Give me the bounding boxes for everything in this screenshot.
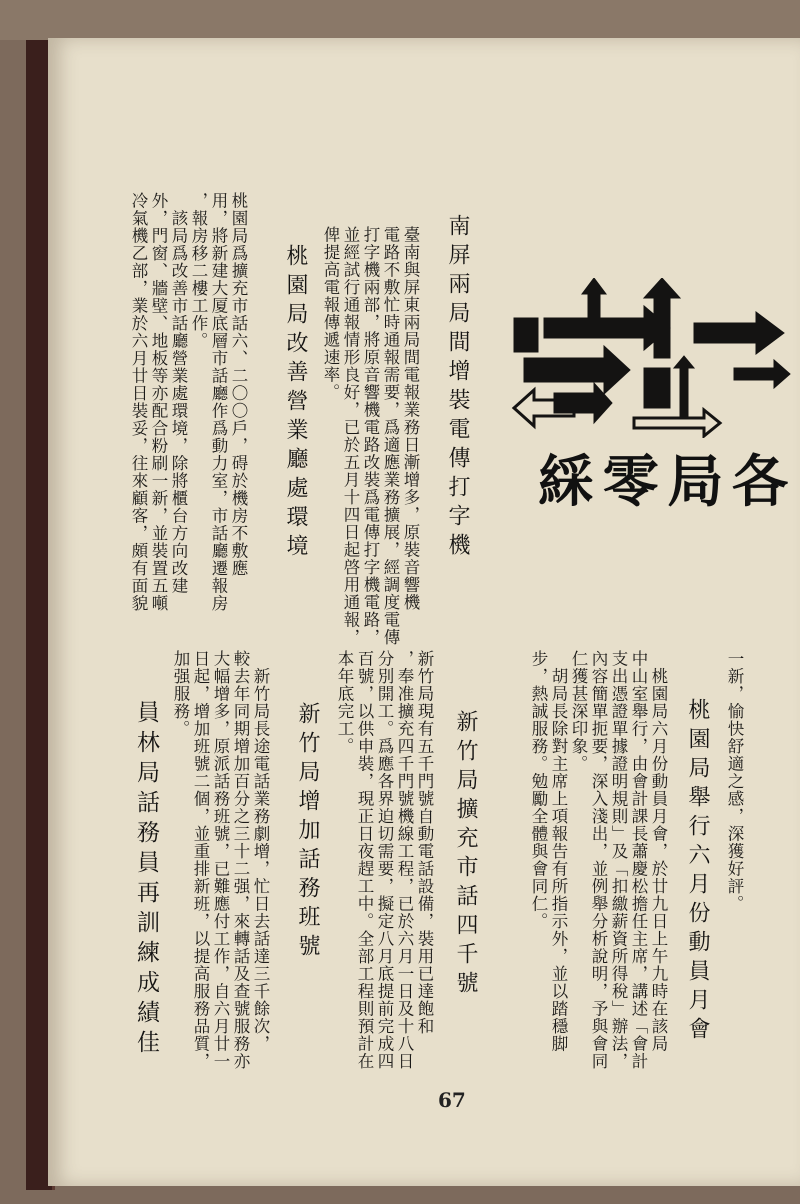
article-body: 新竹局現有五千門號自動電話設備，裝用已達飽和 ，奉准擴充四千門號機線工程，已於六月一日及十八日 分別開工。爲應各界迫切需要，擬定八月底提前完成四 百號，以供申裝，現正日夜趕工中。全部工程則預計在 本年底完工。 bbox=[335, 650, 434, 1070]
section-title-char: 綵 bbox=[538, 449, 594, 515]
article-body: 臺南與屏東兩局間電報業務日漸增多，原裝音響機 電路不敷忙時通報需要，爲適應業務擴展，經調度電傳 打字機兩部，將原音響機電路改裝爲電傳打字機電路， 並經試行通報情形良好，已於五月十四日起啓用通報， 俾提高電報傳遞速率。 bbox=[321, 226, 420, 646]
article-title: 南屏兩局間增裝電傳打字機 bbox=[445, 214, 470, 562]
article-title: 員林局話務員再訓練成績佳 bbox=[133, 700, 159, 1060]
background bbox=[0, 0, 800, 40]
section-title-char: 各 bbox=[731, 449, 788, 515]
book-page bbox=[48, 38, 800, 1186]
article-title: 桃園局改善營業廳處環境 bbox=[283, 244, 308, 563]
page-number: 67 bbox=[438, 1088, 466, 1112]
article-title: 新竹局增加話務班號 bbox=[295, 702, 320, 963]
article-continuation: 一新，愉快舒適之感，深獲好評。 bbox=[725, 650, 744, 913]
section-title-char: 局 bbox=[667, 449, 724, 515]
section-title-char: 零 bbox=[602, 449, 659, 515]
article-title: 桃園局舉行六月份動員月會 bbox=[685, 698, 710, 1046]
section-title bbox=[538, 446, 788, 518]
article-title: 新竹局擴充市話四千號 bbox=[453, 710, 478, 1000]
article-body: 桃園局爲擴充市話六、二〇〇戶，碍於機房不敷應 用，將新建大厦底層市話廳作爲動力室，市話廳遷報房 ，報房移二樓工作。 該局爲改善市話廳營業處環境，除將櫃台方向改建 外，門窗、牆壁、地板等亦配合粉刷一新，並裝置五噸 冷氣機乙部，業於六月廿日裝妥，往來顧客，頗有面貌 bbox=[129, 192, 248, 612]
article-body: 桃園局六月份動員月會，於廿九日上午九時在該局 中山室舉行，由會計課長蕭慶松擔任主席，講述「會計 支出憑證單據證明規則」及「扣繳薪資所得稅」辦法， 內容簡單扼要，深入淺出，並例舉分析說明，予與會同 仁獲甚深印象。 胡局長除對主席上項報告有所指示外，並以踏穩脚 步，熱誠服務。勉勵全體與會同仁。 bbox=[529, 650, 668, 1070]
arrows-logo-icon bbox=[494, 278, 794, 438]
article-body: 新竹局長途電話業務劇增，忙日去話達三千餘次， 較去年同期增加百分之三十二强，來轉話及查號服務亦 大幅增多，原派話務班號，已難應付工作，自六月廿一 日起，增加班號二個，並重排新班，以提高服務品質， 加强服務。 bbox=[171, 650, 270, 1070]
